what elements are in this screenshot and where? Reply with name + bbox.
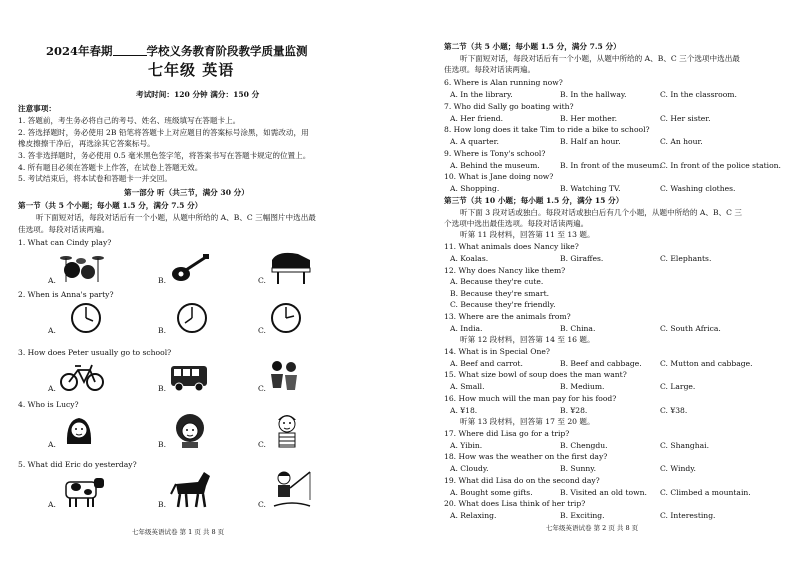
section-3-instruction: 听下面 3 段对话或独白。每段对话或独白后有几个小题，从题中所给的 A、B、C 三 [460,208,742,217]
exam-info: 考试时间：120 分钟 满分：150 分 [136,90,260,99]
option-c-label: C. [258,440,266,449]
horse-icon [170,470,212,508]
bus-icon [170,364,208,392]
walking-people-icon [266,360,302,392]
option-b: B. Chengdu. [560,441,608,450]
option-a: A. Behind the museum. [450,161,540,170]
option-a: A. Koalas. [450,254,489,263]
notes-title: 注意事项： [18,104,56,113]
clock-icon [270,302,302,334]
question-9: 9. Where is Tony's school? [444,149,546,158]
question-5: 5. What did Eric do yesterday? [18,460,137,469]
option-a: A. Small. [450,382,485,391]
option-a: A. Her friend. [450,114,504,123]
note-item: 3. 答非选择题时，务必使用 0.5 毫米黑色签字笔，将答案书写在答题卡规定的位置上。 [18,151,311,160]
option-c: C. Large. [660,382,696,391]
note-item: 2. 答选择题时，务必使用 2B 铅笔将答题卡上对应题目的答案标号涂黑，如需改动，用 [18,128,309,137]
option-c: C. Washing clothes. [660,184,736,193]
section-1-heading: 第一节（共 5 个小题；每小题 1.5 分，满分 7.5 分） [18,201,203,210]
option-c: C. In front of the police station. [660,161,781,170]
option-b: B. Her mother. [560,114,617,123]
clock-icon [70,302,102,334]
question-20: 20. What does Lisa think of her trip? [444,499,586,508]
guitar-icon [170,254,210,284]
option-a: A. Yibin. [450,441,483,450]
question-12: 12. Why does Nancy like them? [444,266,566,275]
question-11: 11. What animals does Nancy like? [444,242,579,251]
option-a: A. Bought some gifts. [450,488,533,497]
section-1-instruction: 佳选项。每段对话读两遍。 [18,225,110,234]
option-a: A. India. [450,324,483,333]
option-c: C. Elephants. [660,254,712,263]
option-b: B. In the hallway. [560,90,627,99]
title-term: 2024年春期 [46,44,113,58]
question-17: 17. Where did Lisa go for a trip? [444,429,570,438]
question-8: 8. How long does it take Tim to ride a bike to school? [444,125,650,134]
option-b-label: B. [158,276,166,285]
section-2-heading: 第二节（共 5 小题；每小题 1.5 分，满分 7.5 分） [444,42,621,51]
clock-icon [176,302,208,334]
title-name: 学校义务教育阶段教学质量监测 [146,44,308,58]
material-13-instruction: 听第 13 段材料，回答第 17 至 20 题。 [460,417,595,426]
question-13: 13. Where are the animals from? [444,312,571,321]
section-3-instruction: 个选项中选出最佳选项。每段对话读两遍。 [444,219,589,228]
section-1-instruction: 听下面短对话，每段对话后有一个小题，从题中所给的 A、B、C 三幅图片中选出最 [36,213,316,222]
option-b: B. Giraffes. [560,254,604,263]
option-b: B. China. [560,324,596,333]
section-3-heading: 第三节（共 10 小题；每小题 1.5 分，满分 15 分） [444,196,624,205]
cow-icon [60,472,106,508]
option-b: B. Exciting. [560,511,605,520]
material-12-instruction: 听第 12 段材料，回答第 14 至 16 题。 [460,335,595,344]
option-b-label: B. [158,500,166,509]
option-c: C. Shanghai. [660,441,709,450]
option-c-label: C. [258,500,266,509]
question-16: 16. How much will the man pay for his food? [444,394,617,403]
option-c: C. ¥38. [660,406,688,415]
option-c: C. Her sister. [660,114,711,123]
option-a: A. Cloudy. [450,464,489,473]
section-2-instruction: 佳选项。每段对话读两遍。 [444,65,536,74]
option-b: B. Half an hour. [560,137,621,146]
option-c: C. Windy. [660,464,696,473]
school-blank [113,46,147,56]
option-a-label: A. [48,440,56,449]
section-2-instruction: 听下面短对话，每段对话后有一个小题，从题中所给的 A、B、C 三个选项中选出最 [460,54,740,63]
option-a-label: A. [48,276,56,285]
option-a: A. Because they're cute. [450,277,544,286]
option-b: B. ¥28. [560,406,588,415]
option-b: B. Beef and cabbage. [560,359,642,368]
option-a: A. Beef and carrot. [450,359,523,368]
option-a-label: A. [48,384,56,393]
drums-icon [58,250,106,284]
option-c: C. An hour. [660,137,703,146]
option-c-label: C. [258,384,266,393]
option-c: C. Climbed a mountain. [660,488,751,497]
boy-icon [272,410,302,448]
question-6: 6. Where is Alan running now? [444,78,563,87]
question-7: 7. Who did Sally go boating with? [444,102,574,111]
option-a: A. A quarter. [450,137,499,146]
note-item: 4. 所有题目必须在答题卡上作答，在试卷上答题无效。 [18,163,203,172]
option-c-label: C. [258,326,266,335]
note-item: 5. 考试结束后，将本试卷和答题卡一并交回。 [18,174,172,183]
piano-icon [268,250,314,284]
option-a: A. Relaxing. [450,511,497,520]
option-b-label: B. [158,326,166,335]
page-footer: 七年级英语试卷 第 2 页 共 8 页 [546,524,639,532]
option-b-label: B. [158,440,166,449]
option-b: B. Medium. [560,382,605,391]
option-c: C. Interesting. [660,511,716,520]
bicycle-icon [60,362,104,392]
part-1-heading: 第一部分 听（共三节，满分 30 分） [124,188,249,197]
option-c: C. Mutton and cabbage. [660,359,753,368]
option-b: B. Because they're smart. [450,289,550,298]
question-15: 15. What size bowl of soup does the man want? [444,370,627,379]
question-3: 3. How does Peter usually go to school? [18,348,172,357]
note-item: 橡皮擦擦干净后，再选涂其它答案标号。 [18,139,155,148]
option-a: A. ¥18. [450,406,478,415]
page-footer: 七年级英语试卷 第 1 页 共 8 页 [132,528,225,536]
girl-curly-hair-icon [174,414,206,448]
question-1: 1. What can Cindy play? [18,238,112,247]
question-4: 4. Who is Lucy? [18,400,79,409]
girl-long-hair-icon [64,414,94,448]
option-a-label: A. [48,326,56,335]
option-b: B. Watching TV. [560,184,621,193]
question-10: 10. What is Jane doing now? [444,172,554,181]
option-b: B. Sunny. [560,464,596,473]
exam-title [46,46,308,56]
material-11-instruction: 听第 11 段材料，回答第 11 至 13 题。 [460,230,595,239]
fishing-boy-icon [272,468,312,508]
note-item: 1. 答题前，考生务必将自己的考号、姓名、班级填写在答题卡上。 [18,116,241,125]
question-19: 19. What did Lisa do on the second day? [444,476,600,485]
option-b: B. Visited an old town. [560,488,647,497]
question-14: 14. What is in Special One? [444,347,550,356]
option-c: C. Because they're friendly. [450,300,556,309]
option-c: C. In the classroom. [660,90,737,99]
option-a: A. In the library. [450,90,513,99]
option-b: B. In front of the museum. [560,161,662,170]
option-b-label: B. [158,384,166,393]
option-a: A. Shopping. [450,184,500,193]
question-2: 2. When is Anna's party? [18,290,114,299]
grade-subject: 七年级 英语 [148,61,235,79]
option-c-label: C. [258,276,266,285]
option-c: C. South Africa. [660,324,721,333]
option-a-label: A. [48,500,56,509]
page-2 [400,0,794,579]
question-18: 18. How was the weather on the first day? [444,452,608,461]
